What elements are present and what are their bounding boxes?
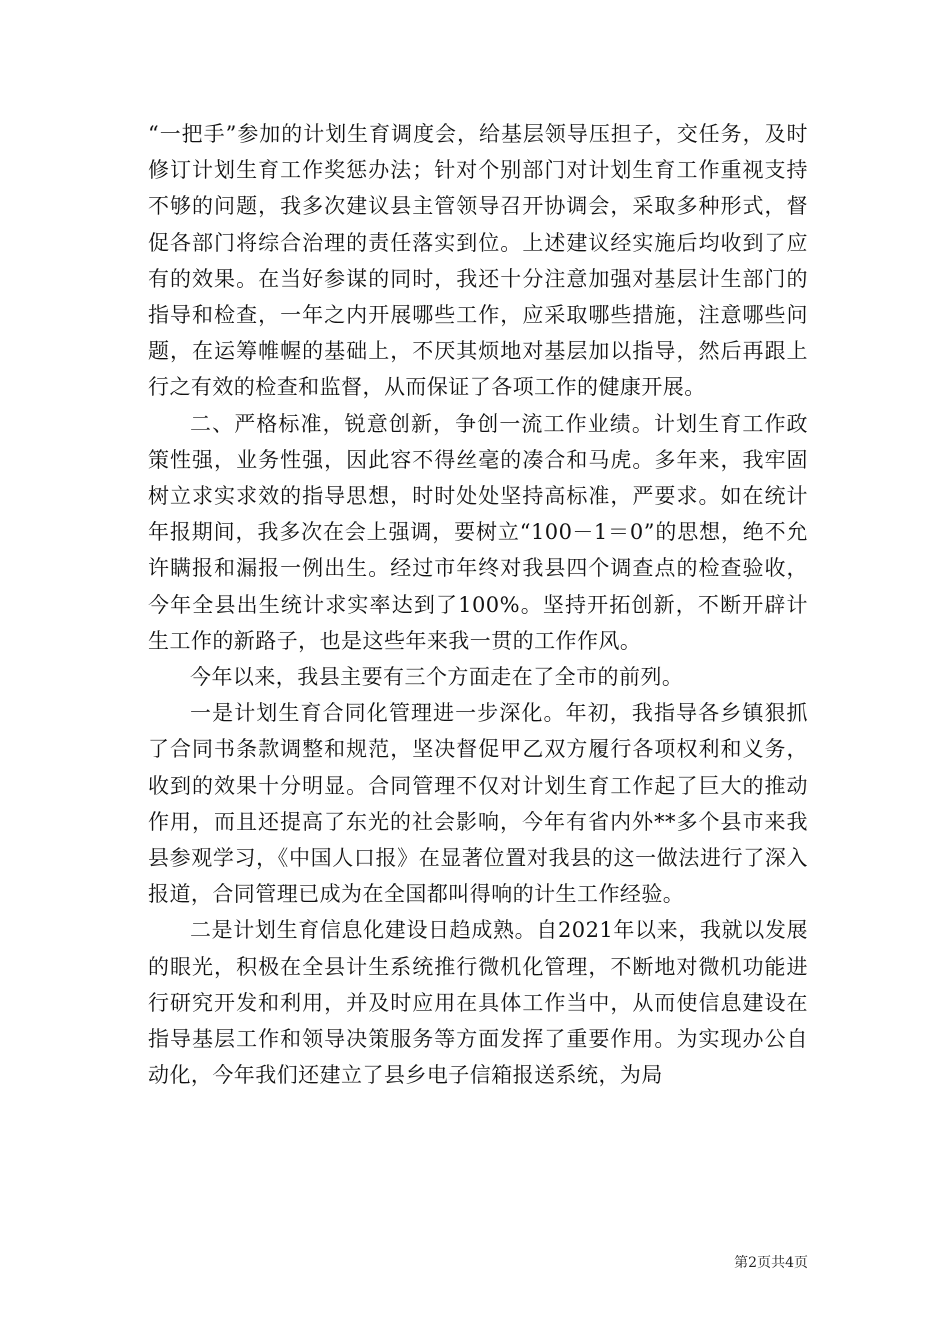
paragraph-2: 二、严格标准，锐意创新，争创一流工作业绩。计划生育工作政策性强，业务性强，因此容不得丝毫的凑合和马虎。多年来，我牢固树立求实求效的指导思想，时时处处坚持高标准，严要求。如在统计年报期间，我多次在会上强调，要树立“100－1＝0”的思想，绝不允许瞒报和漏报一例出生。经过市年终对我县四个调查点的检查验收，今年全县出生统计求实率达到了100%。坚持开拓创新，不断开辟计生工作的新路子，也是这些年来我一贯的工作作风。 xyxy=(148,411,808,653)
paragraph-1: “一把手”参加的计划生育调度会，给基层领导压担子，交任务，及时修订计划生育工作奖惩办法；针对个别部门对计划生育工作重视支持不够的问题，我多次建议县主管领导召开协调会，采取多种形式，督促各部门将综合治理的责任落实到位。上述建议经实施后均收到了应有的效果。在当好参谋的同时，我还十分注意加强对基层计生部门的指导和检查，一年之内开展哪些工作，应采取哪些措施，注意哪些问题，在运筹帷幄的基础上，不厌其烦地对基层加以指导，然后再跟上行之有效的检查和监督，从而保证了各项工作的健康开展。 xyxy=(148,122,808,400)
document-body xyxy=(148,116,808,1093)
paragraph-5: 二是计划生育信息化建设日趋成熟。自2021年以来，我就以发展的眼光，积极在全县计生系统推行微机化管理，不断地对微机功能进行研究开发和利用，并及时应用在具体工作当中，从而使信息建设在指导基层工作和领导决策服务等方面发挥了重要作用。为实现办公自动化，今年我们还建立了县乡电子信箱报送系统，为局 xyxy=(148,918,808,1088)
paragraph-3: 今年以来，我县主要有三个方面走在了全市的前列。 xyxy=(190,665,684,690)
paragraph-4: 一是计划生育合同化管理进一步深化。年初，我指导各乡镇狠抓了合同书条款调整和规范，坚决督促甲乙双方履行各项权利和义务，收到的效果十分明显。合同管理不仅对计划生育工作起了巨大的推动作用，而且还提高了东光的社会影响，今年有省内外**多个县市来我县参观学习，《中国人口报》在显著位置对我县的这一做法进行了深入报道，合同管理已成为在全国都叫得响的计生工作经验。 xyxy=(148,701,808,907)
page-number-footer: 第2页共4页 xyxy=(734,1255,808,1271)
